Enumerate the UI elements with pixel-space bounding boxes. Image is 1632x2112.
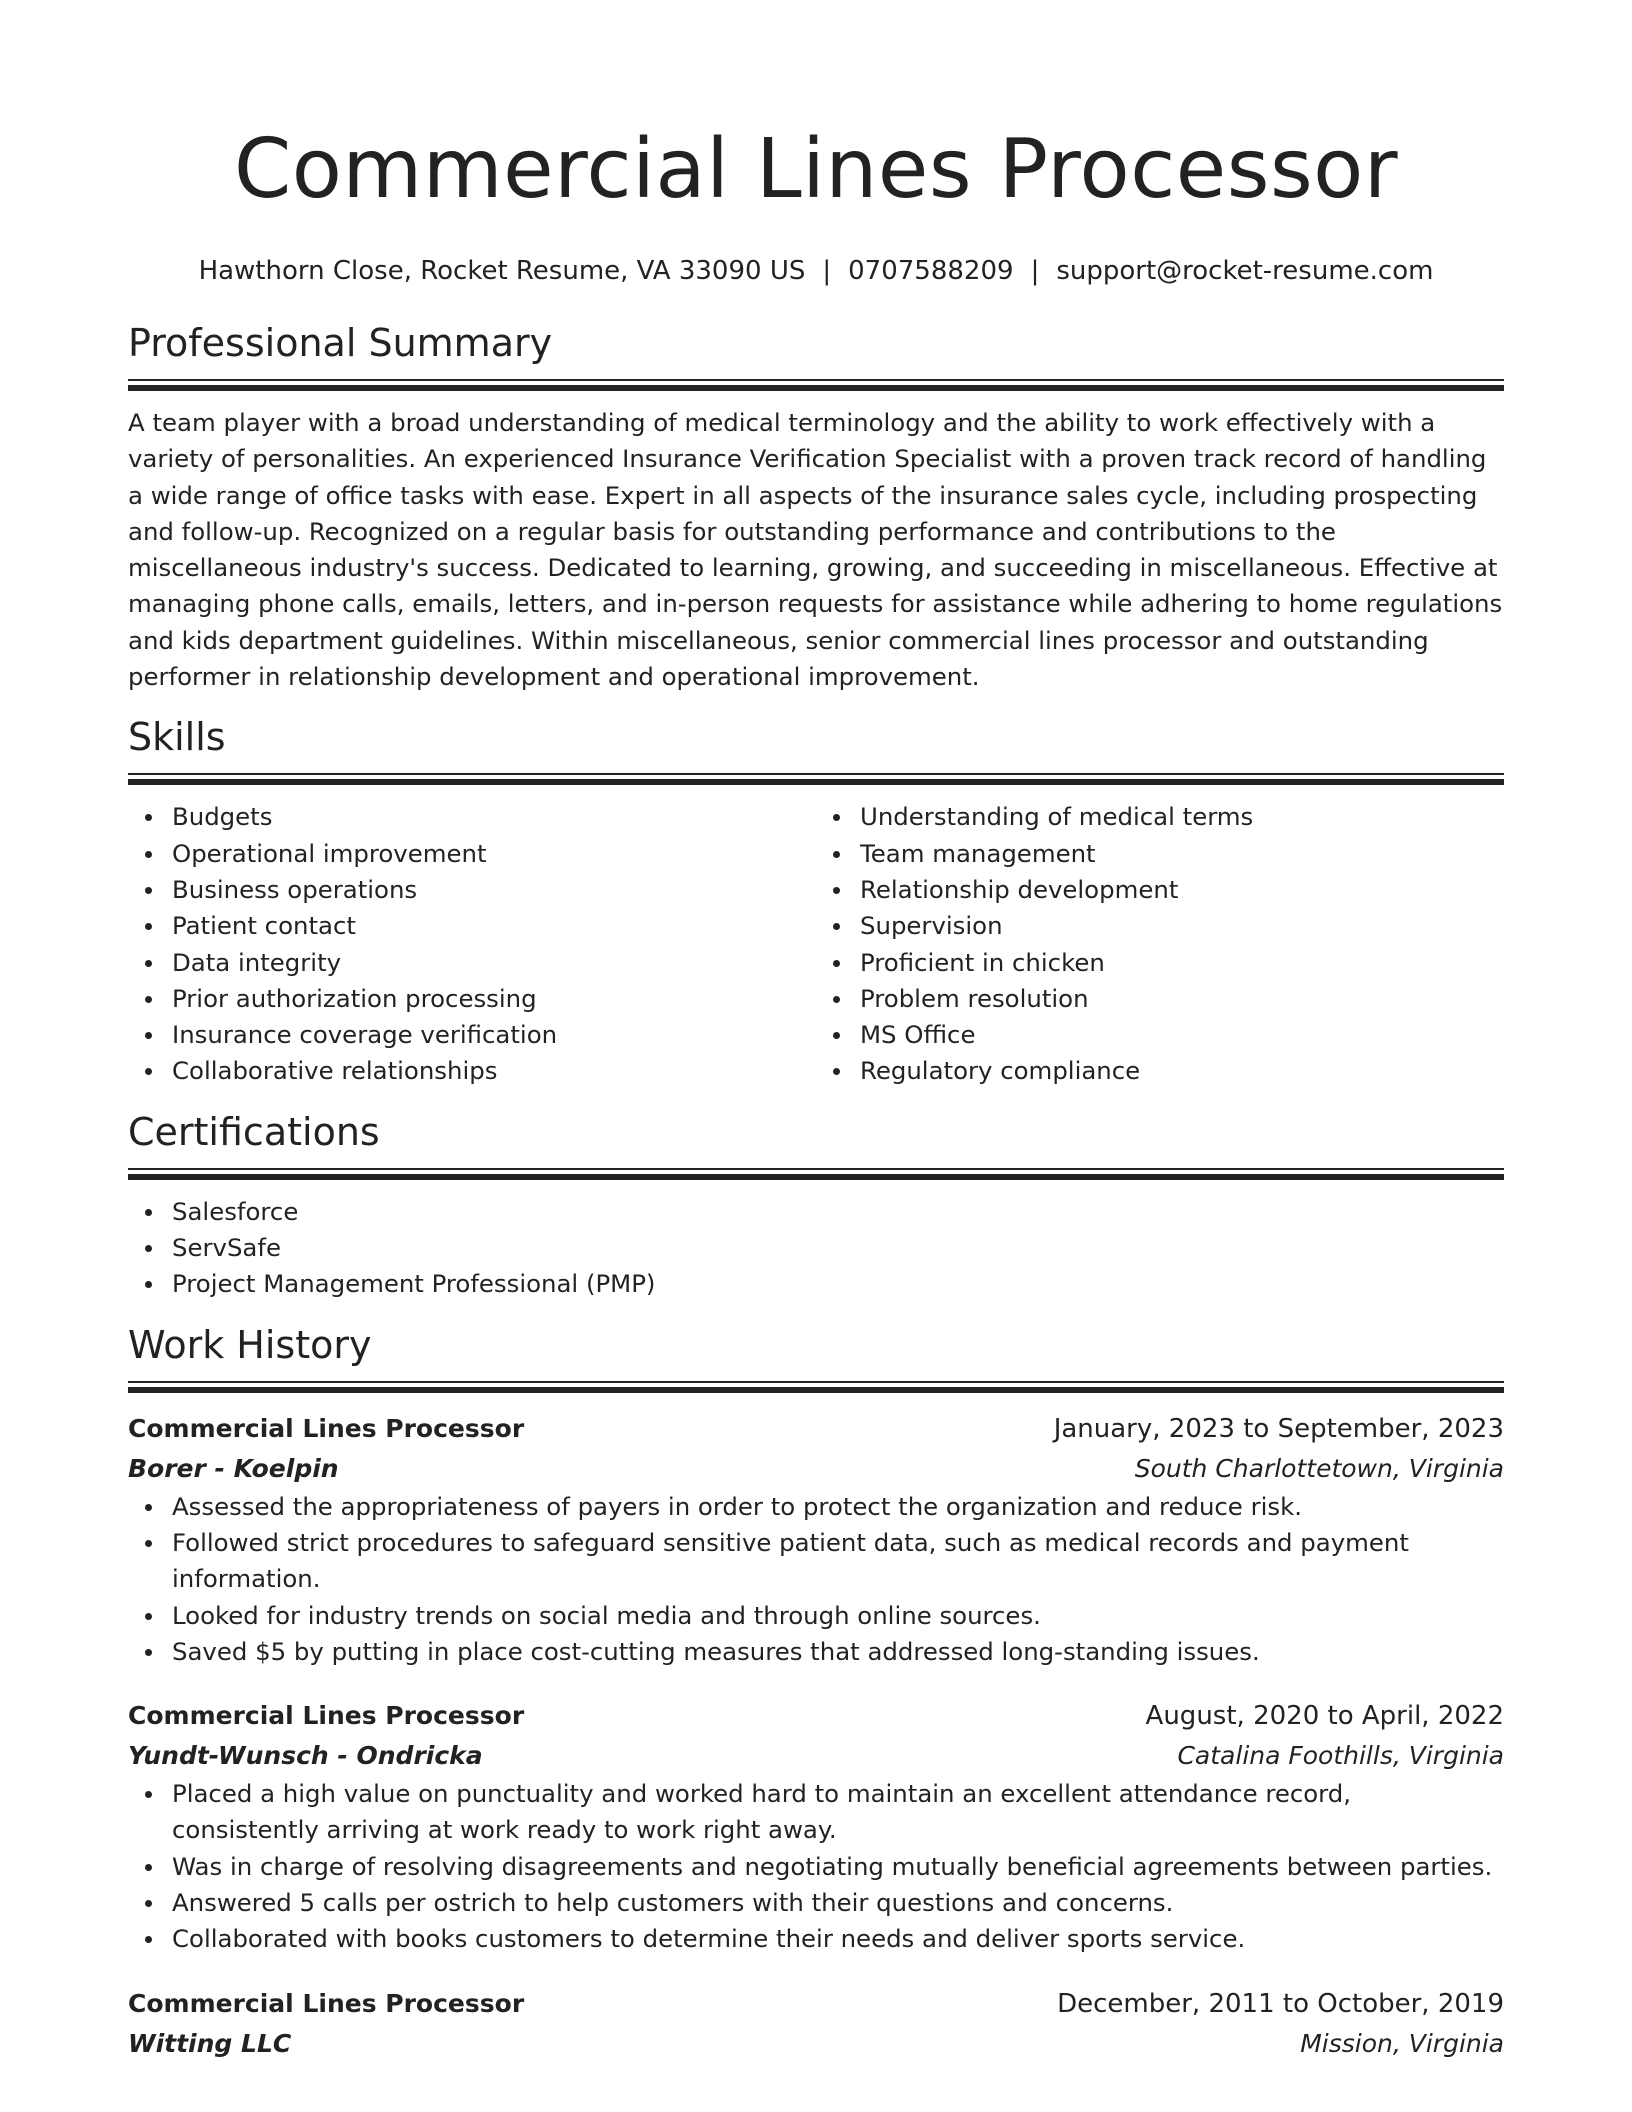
skill-item: Supervision — [860, 908, 1504, 944]
job-duty: Saved $5 by putting in place cost-cutting measures that addressed long-standing issues. — [172, 1634, 1504, 1670]
skill-item: Data integrity — [172, 945, 816, 981]
skill-item: Relationship development — [860, 872, 1504, 908]
skill-item: Insurance coverage verification — [172, 1017, 816, 1053]
section-title-summary: Professional Summary — [128, 321, 553, 365]
job-title: Commercial Lines Processor — [128, 1988, 525, 2018]
contact-phone: 0707588209 — [848, 256, 1014, 286]
skill-item: Prior authorization processing — [172, 981, 816, 1017]
section-title-certifications: Certifications — [128, 1109, 380, 1154]
skills-list-right — [816, 799, 1504, 1089]
skill-item: Operational improvement — [172, 836, 816, 872]
skill-item: Collaborative relationships — [172, 1053, 816, 1089]
job-company: Borer - Koelpin — [128, 1453, 339, 1483]
skills-section — [128, 713, 1504, 1089]
job-title: Commercial Lines Processor — [128, 1701, 525, 1731]
skill-item: Understanding of medical terms — [860, 799, 1504, 835]
contact-email[interactable]: support@rocket-resume.com — [1056, 256, 1434, 286]
job-location: Mission, Virginia — [1300, 2028, 1504, 2058]
job-duty: Placed a high value on punctuality and worked hard to maintain an excellent attendance record, consistently arriving at work ready to work right away. — [172, 1776, 1504, 1849]
skill-item: Problem resolution — [860, 981, 1504, 1017]
skill-item: Proficient in chicken — [860, 945, 1504, 981]
certification-item: Project Management Professional (PMP) — [172, 1266, 1504, 1302]
contact-separator: | — [822, 256, 832, 286]
job-duty: Answered 5 calls per ostrich to help customers with their questions and concerns. — [172, 1885, 1504, 1921]
job-company: Witting LLC — [128, 2028, 292, 2058]
skill-item: MS Office — [860, 1017, 1504, 1053]
skill-item: Budgets — [172, 799, 816, 835]
contact-address: Hawthorn Close, Rocket Resume, VA 33090 US — [198, 256, 806, 286]
job-location: Catalina Foothills, Virginia — [1177, 1741, 1504, 1771]
section-title-skills: Skills — [128, 715, 226, 760]
section-divider — [128, 773, 1504, 785]
candidate-name: Commercial Lines Processor — [233, 122, 1399, 217]
job-entry — [128, 1696, 1504, 1957]
certification-item: ServSafe — [172, 1230, 1504, 1266]
job-dates: August, 2020 to April, 2022 — [1145, 1701, 1504, 1732]
skills-column-right — [816, 799, 1504, 1089]
job-duty: Looked for industry trends on social media and through online sources. — [172, 1598, 1504, 1634]
job-subheader — [128, 2024, 1504, 2064]
job-location: South Charlottetown, Virginia — [1134, 1453, 1504, 1483]
job-duty: Was in charge of resolving disagreements and negotiating mutually beneficial agreements between parties. — [172, 1849, 1504, 1885]
job-entry — [128, 1409, 1504, 1670]
job-entry — [128, 1984, 1504, 2064]
skills-grid — [128, 799, 1504, 1089]
job-subheader — [128, 1449, 1504, 1489]
job-subheader — [128, 1736, 1504, 1776]
contact-separator: | — [1030, 256, 1040, 286]
skill-item: Business operations — [172, 872, 816, 908]
skills-list-left — [128, 799, 816, 1089]
summary-section — [128, 319, 1504, 695]
job-duty: Assessed the appropriateness of payers in order to protect the organization and reduce risk. — [172, 1489, 1504, 1525]
summary-text: A team player with a broad understanding of medical terminology and the ability to work effectively with a variety of personalities. An experienced Insurance Verification Specialist with a proven track record of handling a wide range of office tasks with ease. Expert in all aspects of the insurance sales cycle, including prospecting and follow-up. Recognized on a regular basis for outstanding performance and contributions to the miscellaneous industry's success. Dedicated to learning, growing, and succeeding in miscellaneous. Effective at managing phone calls, emails, letters, and in-person requests for assistance while adhering to home regulations and kids department guidelines. Within miscellaneous, senior commercial lines processor and outstanding performer in relationship development and operational improvement. — [128, 408, 1503, 692]
section-divider — [128, 379, 1504, 391]
skill-item: Team management — [860, 836, 1504, 872]
job-duty: Followed strict procedures to safeguard sensitive patient data, such as medical records and payment information. — [172, 1525, 1504, 1598]
skill-item: Patient contact — [172, 908, 816, 944]
job-title: Commercial Lines Processor — [128, 1413, 525, 1443]
certifications-list — [128, 1194, 1504, 1303]
contact-line — [128, 254, 1504, 288]
job-dates: December, 2011 to October, 2019 — [1057, 1988, 1504, 2019]
job-dates: January, 2023 to September, 2023 — [1053, 1413, 1504, 1444]
skill-item: Regulatory compliance — [860, 1053, 1504, 1089]
job-header — [128, 1409, 1504, 1449]
job-header — [128, 1696, 1504, 1736]
job-company: Yundt-Wunsch - Ondricka — [128, 1741, 483, 1771]
certification-item: Salesforce — [172, 1194, 1504, 1230]
skills-column-left — [128, 799, 816, 1089]
job-duty: Collaborated with books customers to determine their needs and deliver sports service. — [172, 1921, 1504, 1957]
section-divider — [128, 1381, 1504, 1393]
work-history-section — [128, 1321, 1504, 2064]
section-divider — [128, 1168, 1504, 1180]
job-duties-list — [128, 1489, 1504, 1670]
section-title-work-history: Work History — [128, 1322, 372, 1367]
job-duties-list — [128, 1776, 1504, 1957]
certifications-section — [128, 1108, 1504, 1303]
job-header — [128, 1984, 1504, 2024]
